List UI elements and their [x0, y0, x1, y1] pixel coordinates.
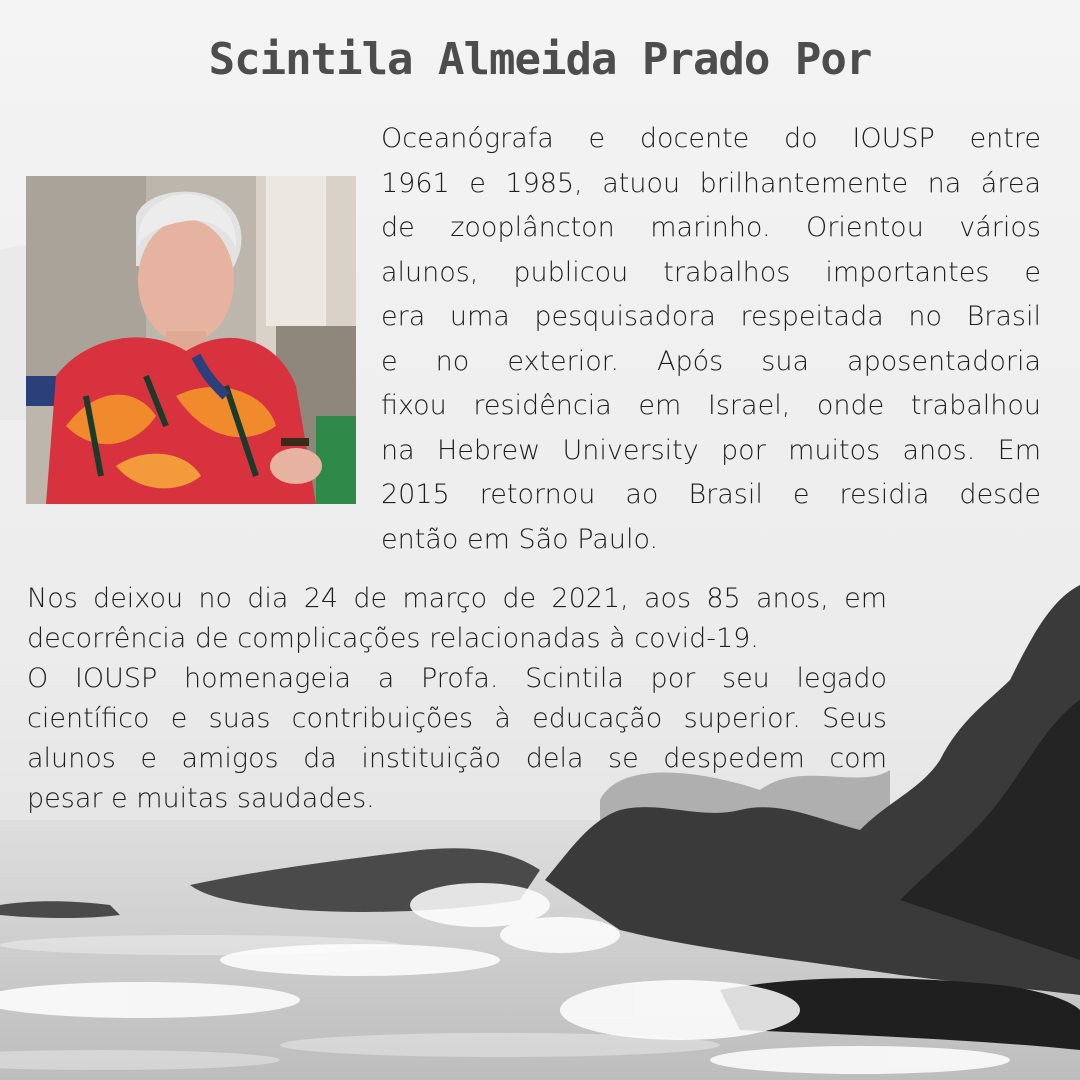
bio-line: então em São Paulo.	[381, 523, 659, 555]
tribute-line: decorrência de complicações relacionadas à covid-19.	[27, 623, 759, 654]
bio-line: de zooplâncton marinho. Orientou vários	[381, 212, 1041, 243]
bio-line: 2015 retornou ao Brasil e residia desde	[381, 479, 1041, 510]
tribute-line: alunos e amigos da instituição dela se despedem com	[27, 743, 887, 774]
bio-line: alunos, publicou trabalhos importantes e	[381, 256, 1041, 288]
tribute-line: científico e suas contribuições à educação superior. Seus	[27, 703, 887, 734]
bio-line: e no exterior. Após sua aposentadoria	[381, 345, 1041, 377]
bio-line: era uma pesquisadora respeitada no Brasil	[381, 301, 1041, 332]
bio-line: fixou residência em Israel, onde trabalhou	[381, 390, 1041, 421]
portrait-photo	[26, 176, 356, 504]
bio-line: 1961 e 1985, atuou brilhantemente na área	[381, 167, 1041, 199]
tribute-line: pesar e muitas saudades.	[27, 783, 375, 814]
tribute-paragraph	[27, 579, 887, 819]
bio-line: na Hebrew University por muitos anos. Em	[381, 434, 1041, 466]
tribute-line: O IOUSP homenageia a Profa. Scintila por seu legado	[27, 663, 887, 694]
page-title: Scintila Almeida Prado Por	[208, 34, 872, 85]
tribute-line: Nos deixou no dia 24 de março de 2021, aos 85 anos, em	[27, 583, 887, 614]
bio-line: Oceanógrafa e docente do IOUSP entre	[381, 123, 1041, 154]
biography-paragraph	[381, 117, 1041, 562]
